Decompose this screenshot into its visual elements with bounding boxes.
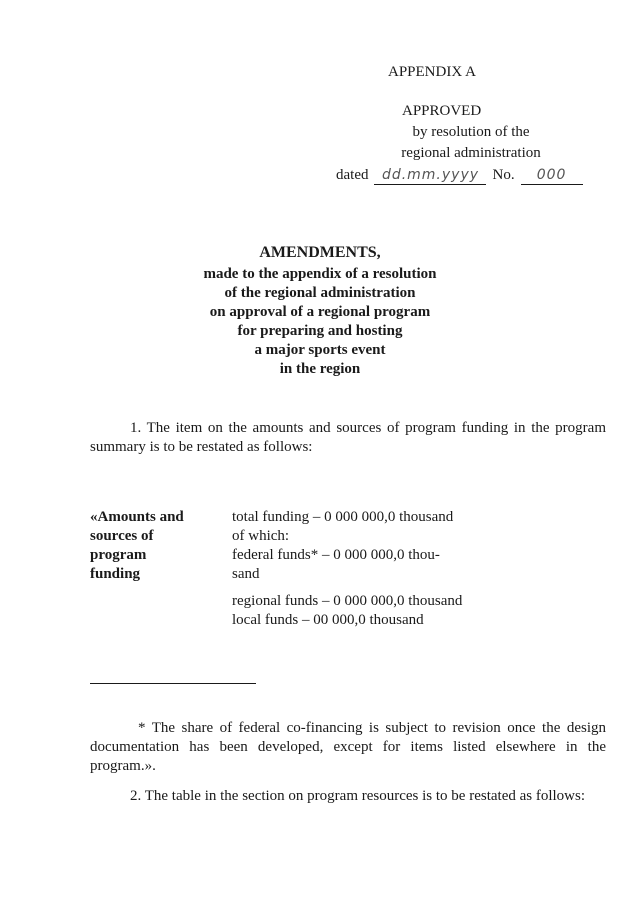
funding-local: local funds – 00 000,0 thousand — [232, 612, 424, 628]
funding-label-line: funding — [90, 566, 141, 582]
title-heading: AMENDMENTS, — [259, 244, 381, 261]
number-sign: No. — [492, 167, 515, 183]
title-line: of the regional administration — [224, 285, 416, 301]
funding-label — [90, 508, 232, 630]
title-line: on approval of a regional program — [209, 304, 431, 320]
approval-line-1: by resolution of the — [412, 124, 530, 140]
paragraph-1: 1. The item on the amounts and sources of program funding in the program summary is to be restated as follows: — [90, 420, 606, 455]
approval-header — [336, 62, 606, 186]
title-line: in the region — [279, 361, 361, 377]
funding-total: total funding – 0 000 000,0 thousand — [232, 509, 454, 525]
funding-gap — [232, 584, 610, 592]
footnote: * The share of federal co-financing is subject to revision once the design documentation has been developed, except for items listed elsewhere in the program.». — [90, 720, 606, 774]
appendix-label: APPENDIX A — [388, 64, 476, 80]
funding-label-line: program — [90, 547, 147, 563]
document-title — [60, 243, 580, 379]
title-line: for preparing and hosting — [237, 323, 403, 339]
paragraph-2: 2. The table in the section on program resources is to be restated as follows: — [130, 788, 586, 804]
approved-label: APPROVED — [402, 103, 482, 119]
funding-federal: federal funds* – 0 000 000,0 thou- — [232, 547, 440, 563]
funding-row — [90, 508, 610, 630]
funding-federal-cont: sand — [232, 566, 260, 582]
title-line: made to the appendix of a resolution — [203, 266, 437, 282]
date-number-line — [336, 165, 606, 186]
date-prefix: dated — [336, 167, 369, 183]
approval-line-2: regional administration — [401, 145, 541, 161]
funding-label-line: «Amounts and — [90, 509, 184, 525]
funding-of-which: of which: — [232, 528, 290, 544]
footnote-rule — [90, 683, 256, 684]
handwritten-date: dd.mm.yyyy — [374, 166, 486, 185]
funding-regional: regional funds – 0 000 000,0 thousand — [232, 593, 463, 609]
funding-block — [90, 508, 610, 630]
title-line: a major sports event — [254, 342, 386, 358]
funding-values — [232, 508, 610, 630]
funding-label-line: sources of — [90, 528, 154, 544]
handwritten-number: 000 — [521, 166, 583, 185]
